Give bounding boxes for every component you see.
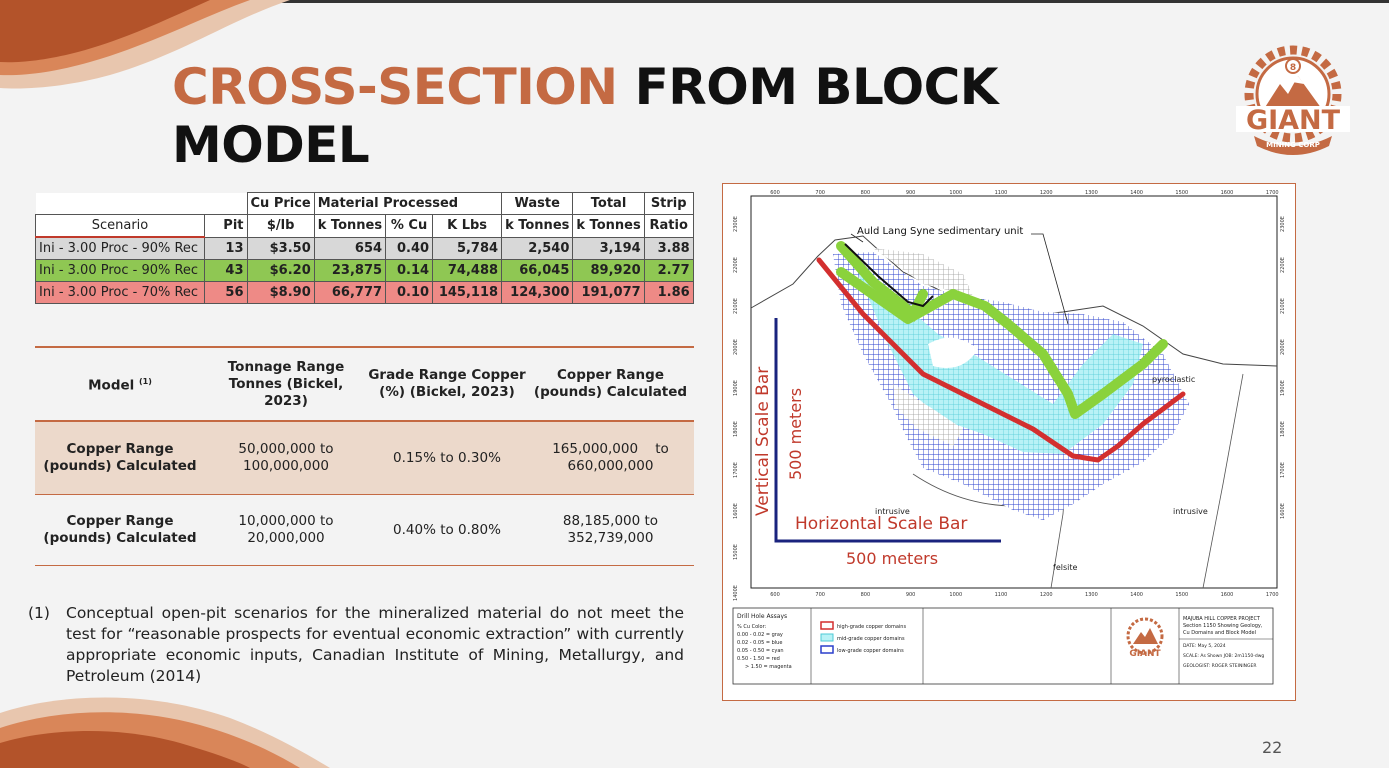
col-ktonnes: k Tonnes bbox=[314, 215, 385, 238]
hdr-strip: Strip bbox=[644, 193, 693, 215]
hdr-grade: Grade Range Copper (%) (Bickel, 2023) bbox=[368, 367, 526, 400]
axis-tick-label: 2200E bbox=[1280, 257, 1286, 273]
cell-pit: 43 bbox=[205, 260, 248, 282]
footnote-marker: (1) bbox=[28, 604, 50, 622]
giant-mining-logo bbox=[1232, 38, 1354, 160]
decor-swoosh-bottom bbox=[0, 688, 330, 768]
title-block-meta: SCALE: As Shown JOB: 2m1150-dwg bbox=[1183, 654, 1265, 659]
axis-tick-label: 2200E bbox=[733, 257, 739, 273]
axis-tick-label: 600 bbox=[770, 190, 780, 196]
hdr-total: Total bbox=[573, 193, 644, 215]
cell-total: 191,077 bbox=[573, 282, 644, 304]
felsite-label: felsite bbox=[1053, 563, 1078, 572]
hdr-cu-price: Cu Price bbox=[247, 193, 314, 215]
cross-section-map bbox=[723, 184, 1295, 700]
cell-price: $3.50 bbox=[247, 237, 314, 260]
legend-domain-high: high-grade copper domains bbox=[837, 624, 907, 630]
row-tonnage: 10,000,000 to 20,000,000 bbox=[238, 513, 334, 546]
cell-price: $8.90 bbox=[247, 282, 314, 304]
footnote-text: Conceptual open-pit scenarios for the mineralized material do not meet the test for “reasonable prospects for eventual economic extraction” with currently appropriate economic inputs, Canadian Institute of Mining, Metallurgy, and Petroleum (2014) bbox=[66, 604, 684, 685]
axis-tick-label: 2000E bbox=[733, 339, 739, 355]
axis-tick-label: 700 bbox=[815, 190, 825, 196]
hdr-tonnage: Tonnage Range Tonnes (Bickel, 2023) bbox=[227, 358, 345, 409]
slide-title bbox=[172, 58, 998, 174]
title-block-meta: DATE: May 5, 2024 bbox=[1183, 644, 1226, 649]
axis-tick-label: 1800E bbox=[733, 421, 739, 437]
cell-ratio: 2.77 bbox=[644, 260, 693, 282]
cell-waste: 66,045 bbox=[502, 260, 573, 282]
row-label: Copper Range (pounds) Calculated bbox=[43, 441, 197, 474]
footnote bbox=[28, 603, 684, 687]
col-total-ktonnes: k Tonnes bbox=[573, 215, 644, 238]
col-ratio: Ratio bbox=[644, 215, 693, 238]
title-line2: MODEL bbox=[172, 116, 370, 174]
hdr-model-note: (1) bbox=[138, 377, 152, 387]
axis-tick-label: 1500 bbox=[1175, 190, 1189, 196]
axis-tick-label: 1500E bbox=[733, 544, 739, 560]
cell-scenario: Ini - 3.00 Proc - 70% Rec bbox=[36, 282, 205, 304]
logo-sub: MINING CORP bbox=[1266, 141, 1320, 149]
title-block-line: Section 1150 Showing Geology, bbox=[1183, 623, 1263, 629]
horizontal-meters-label: 500 meters bbox=[846, 549, 939, 568]
legend-row: 0.00 - 0.02 = gray bbox=[737, 632, 783, 638]
model-range-table bbox=[35, 346, 694, 566]
cell-total: 3,194 bbox=[573, 237, 644, 260]
cell-ktonnes: 23,875 bbox=[314, 260, 385, 282]
axis-tick-label: 800 bbox=[860, 592, 871, 598]
scenario-table bbox=[35, 192, 694, 304]
axis-tick-label: 700 bbox=[815, 592, 825, 598]
title-block-meta: GEOLOGIST: ROGER STEININGER bbox=[1183, 664, 1257, 669]
legend-swatch-mid bbox=[821, 634, 833, 641]
title-block-line: MAJUBA HILL COPPER PROJECT bbox=[1183, 616, 1260, 622]
hdr-waste: Waste bbox=[502, 193, 573, 215]
axis-tick-label: 800 bbox=[860, 190, 871, 196]
cell-waste: 2,540 bbox=[502, 237, 573, 260]
logo-number: 8 bbox=[1289, 63, 1297, 73]
cell-ktonnes: 66,777 bbox=[314, 282, 385, 304]
col-klbs: K Lbs bbox=[433, 215, 502, 238]
row-tonnage: 50,000,000 to 100,000,000 bbox=[238, 441, 334, 474]
title-block-line: Cu Domains and Block Model bbox=[1183, 630, 1256, 636]
axis-tick-label: 1000 bbox=[949, 592, 963, 598]
legend-row: 0.02 - 0.05 = blue bbox=[737, 640, 783, 646]
legend-domain-mid: mid-grade copper domains bbox=[837, 636, 905, 642]
axis-tick-label: 600 bbox=[770, 592, 780, 598]
top-axis bbox=[770, 190, 1278, 196]
cell-ratio: 3.88 bbox=[644, 237, 693, 260]
axis-tick-label: 1000 bbox=[949, 190, 963, 196]
logo-name: GIANT bbox=[1245, 105, 1341, 136]
axis-tick-label: 1600E bbox=[733, 503, 739, 519]
row-copper: 88,185,000 to 352,739,000 bbox=[562, 513, 659, 546]
legend-title: Drill Hole Assays bbox=[737, 613, 788, 620]
hdr-copper: Copper Range (pounds) Calculated bbox=[533, 367, 688, 400]
cross-section-figure bbox=[722, 183, 1296, 701]
row-grade: 0.40% to 0.80% bbox=[393, 521, 501, 538]
row-label: Copper Range (pounds) Calculated bbox=[43, 513, 197, 546]
axis-tick-label: 1700E bbox=[1280, 462, 1286, 478]
legend-cols: % Cu Color: bbox=[737, 624, 767, 630]
cell-total: 89,920 bbox=[573, 260, 644, 282]
axis-tick-label: 900 bbox=[905, 592, 916, 598]
intrusive-label-right: intrusive bbox=[1173, 507, 1208, 516]
row-grade: 0.15% to 0.30% bbox=[393, 449, 501, 466]
cell-pit: 13 bbox=[205, 237, 248, 260]
title-accent: CROSS-SECTION bbox=[172, 58, 618, 116]
table-row bbox=[36, 282, 694, 304]
row-copper: 165,000,000 to 660,000,000 bbox=[552, 441, 674, 474]
table-row bbox=[35, 495, 694, 566]
axis-tick-label: 1900E bbox=[733, 380, 739, 396]
axis-tick-label: 1800E bbox=[1280, 421, 1286, 437]
cell-pit: 56 bbox=[205, 282, 248, 304]
hdr-model bbox=[35, 373, 205, 395]
cell-klbs: 5,784 bbox=[433, 237, 502, 260]
hdr-material: Material Processed bbox=[314, 193, 501, 215]
auld-lang-syne-label: Auld Lang Syne sedimentary unit bbox=[857, 226, 1024, 237]
cell-pct-cu: 0.14 bbox=[386, 260, 433, 282]
table-row bbox=[36, 237, 694, 260]
column-header-row bbox=[36, 215, 694, 238]
intrusive-label-left: intrusive bbox=[875, 507, 910, 516]
page-number: 22 bbox=[1262, 738, 1283, 757]
axis-tick-label: 1900E bbox=[1280, 380, 1286, 396]
axis-tick-label: 1100 bbox=[994, 190, 1008, 196]
axis-tick-label: 2300E bbox=[733, 216, 739, 232]
table-row bbox=[36, 260, 694, 282]
vertical-meters-label: 500 meters bbox=[786, 387, 805, 480]
axis-tick-label: 1300 bbox=[1085, 592, 1098, 598]
col-waste-ktonnes: k Tonnes bbox=[502, 215, 573, 238]
axis-tick-label: 2300E bbox=[1280, 216, 1286, 232]
cell-scenario: Ini - 3.00 Proc - 90% Rec bbox=[36, 237, 205, 260]
legend-row: > 1.50 = magenta bbox=[745, 664, 792, 670]
cell-scenario: Ini - 3.00 Proc - 90% Rec bbox=[36, 260, 205, 282]
cell-klbs: 145,118 bbox=[433, 282, 502, 304]
model-table-header bbox=[35, 346, 694, 422]
axis-tick-label: 1700 bbox=[1265, 592, 1279, 598]
horizontal-scale-label: Horizontal Scale Bar bbox=[795, 514, 968, 534]
axis-tick-label: 1500 bbox=[1175, 592, 1189, 598]
bottom-axis bbox=[770, 592, 1278, 598]
cell-ktonnes: 654 bbox=[314, 237, 385, 260]
legend-domain-low: low-grade copper domains bbox=[837, 648, 904, 654]
left-axis bbox=[733, 216, 739, 601]
axis-tick-label: 2100E bbox=[733, 298, 739, 314]
cell-klbs: 74,488 bbox=[433, 260, 502, 282]
axis-tick-label: 1700 bbox=[1265, 190, 1279, 196]
axis-tick-label: 2000E bbox=[1280, 339, 1286, 355]
axis-tick-label: 2100E bbox=[1280, 298, 1286, 314]
cell-ratio: 1.86 bbox=[644, 282, 693, 304]
axis-tick-label: 1600 bbox=[1220, 592, 1234, 598]
pyroclastic-label: pyroclastic bbox=[1152, 375, 1196, 384]
vertical-scale-label: Vertical Scale Bar bbox=[753, 366, 773, 516]
axis-tick-label: 1400 bbox=[1130, 190, 1143, 196]
col-price: $/lb bbox=[247, 215, 314, 238]
col-pct-cu: % Cu bbox=[386, 215, 433, 238]
table-row bbox=[35, 422, 694, 495]
axis-tick-label: 1300 bbox=[1085, 190, 1098, 196]
legend-logo-text: GIANT bbox=[1129, 649, 1161, 659]
axis-tick-label: 1200 bbox=[1039, 190, 1053, 196]
axis-tick-label: 1700E bbox=[733, 462, 739, 478]
cell-pct-cu: 0.40 bbox=[386, 237, 433, 260]
axis-tick-label: 1100 bbox=[994, 592, 1008, 598]
legend-row: 0.05 - 0.50 = cyan bbox=[737, 648, 784, 654]
axis-tick-label: 900 bbox=[905, 190, 916, 196]
axis-tick-label: 1400E bbox=[733, 585, 739, 601]
hdr-model-label: Model bbox=[88, 377, 135, 394]
col-scenario: Scenario bbox=[36, 215, 205, 238]
axis-tick-label: 1600 bbox=[1220, 190, 1234, 196]
axis-tick-label: 1400 bbox=[1130, 592, 1143, 598]
right-axis bbox=[1280, 216, 1286, 519]
col-pit: Pit bbox=[205, 215, 248, 238]
legend-row: 0.50 - 1.50 = red bbox=[737, 656, 780, 662]
axis-tick-label: 1200 bbox=[1039, 592, 1053, 598]
title-rest: FROM BLOCK bbox=[617, 58, 999, 116]
axis-tick-label: 1600E bbox=[1280, 503, 1286, 519]
cell-price: $6.20 bbox=[247, 260, 314, 282]
cell-waste: 124,300 bbox=[502, 282, 573, 304]
cell-pct-cu: 0.10 bbox=[386, 282, 433, 304]
